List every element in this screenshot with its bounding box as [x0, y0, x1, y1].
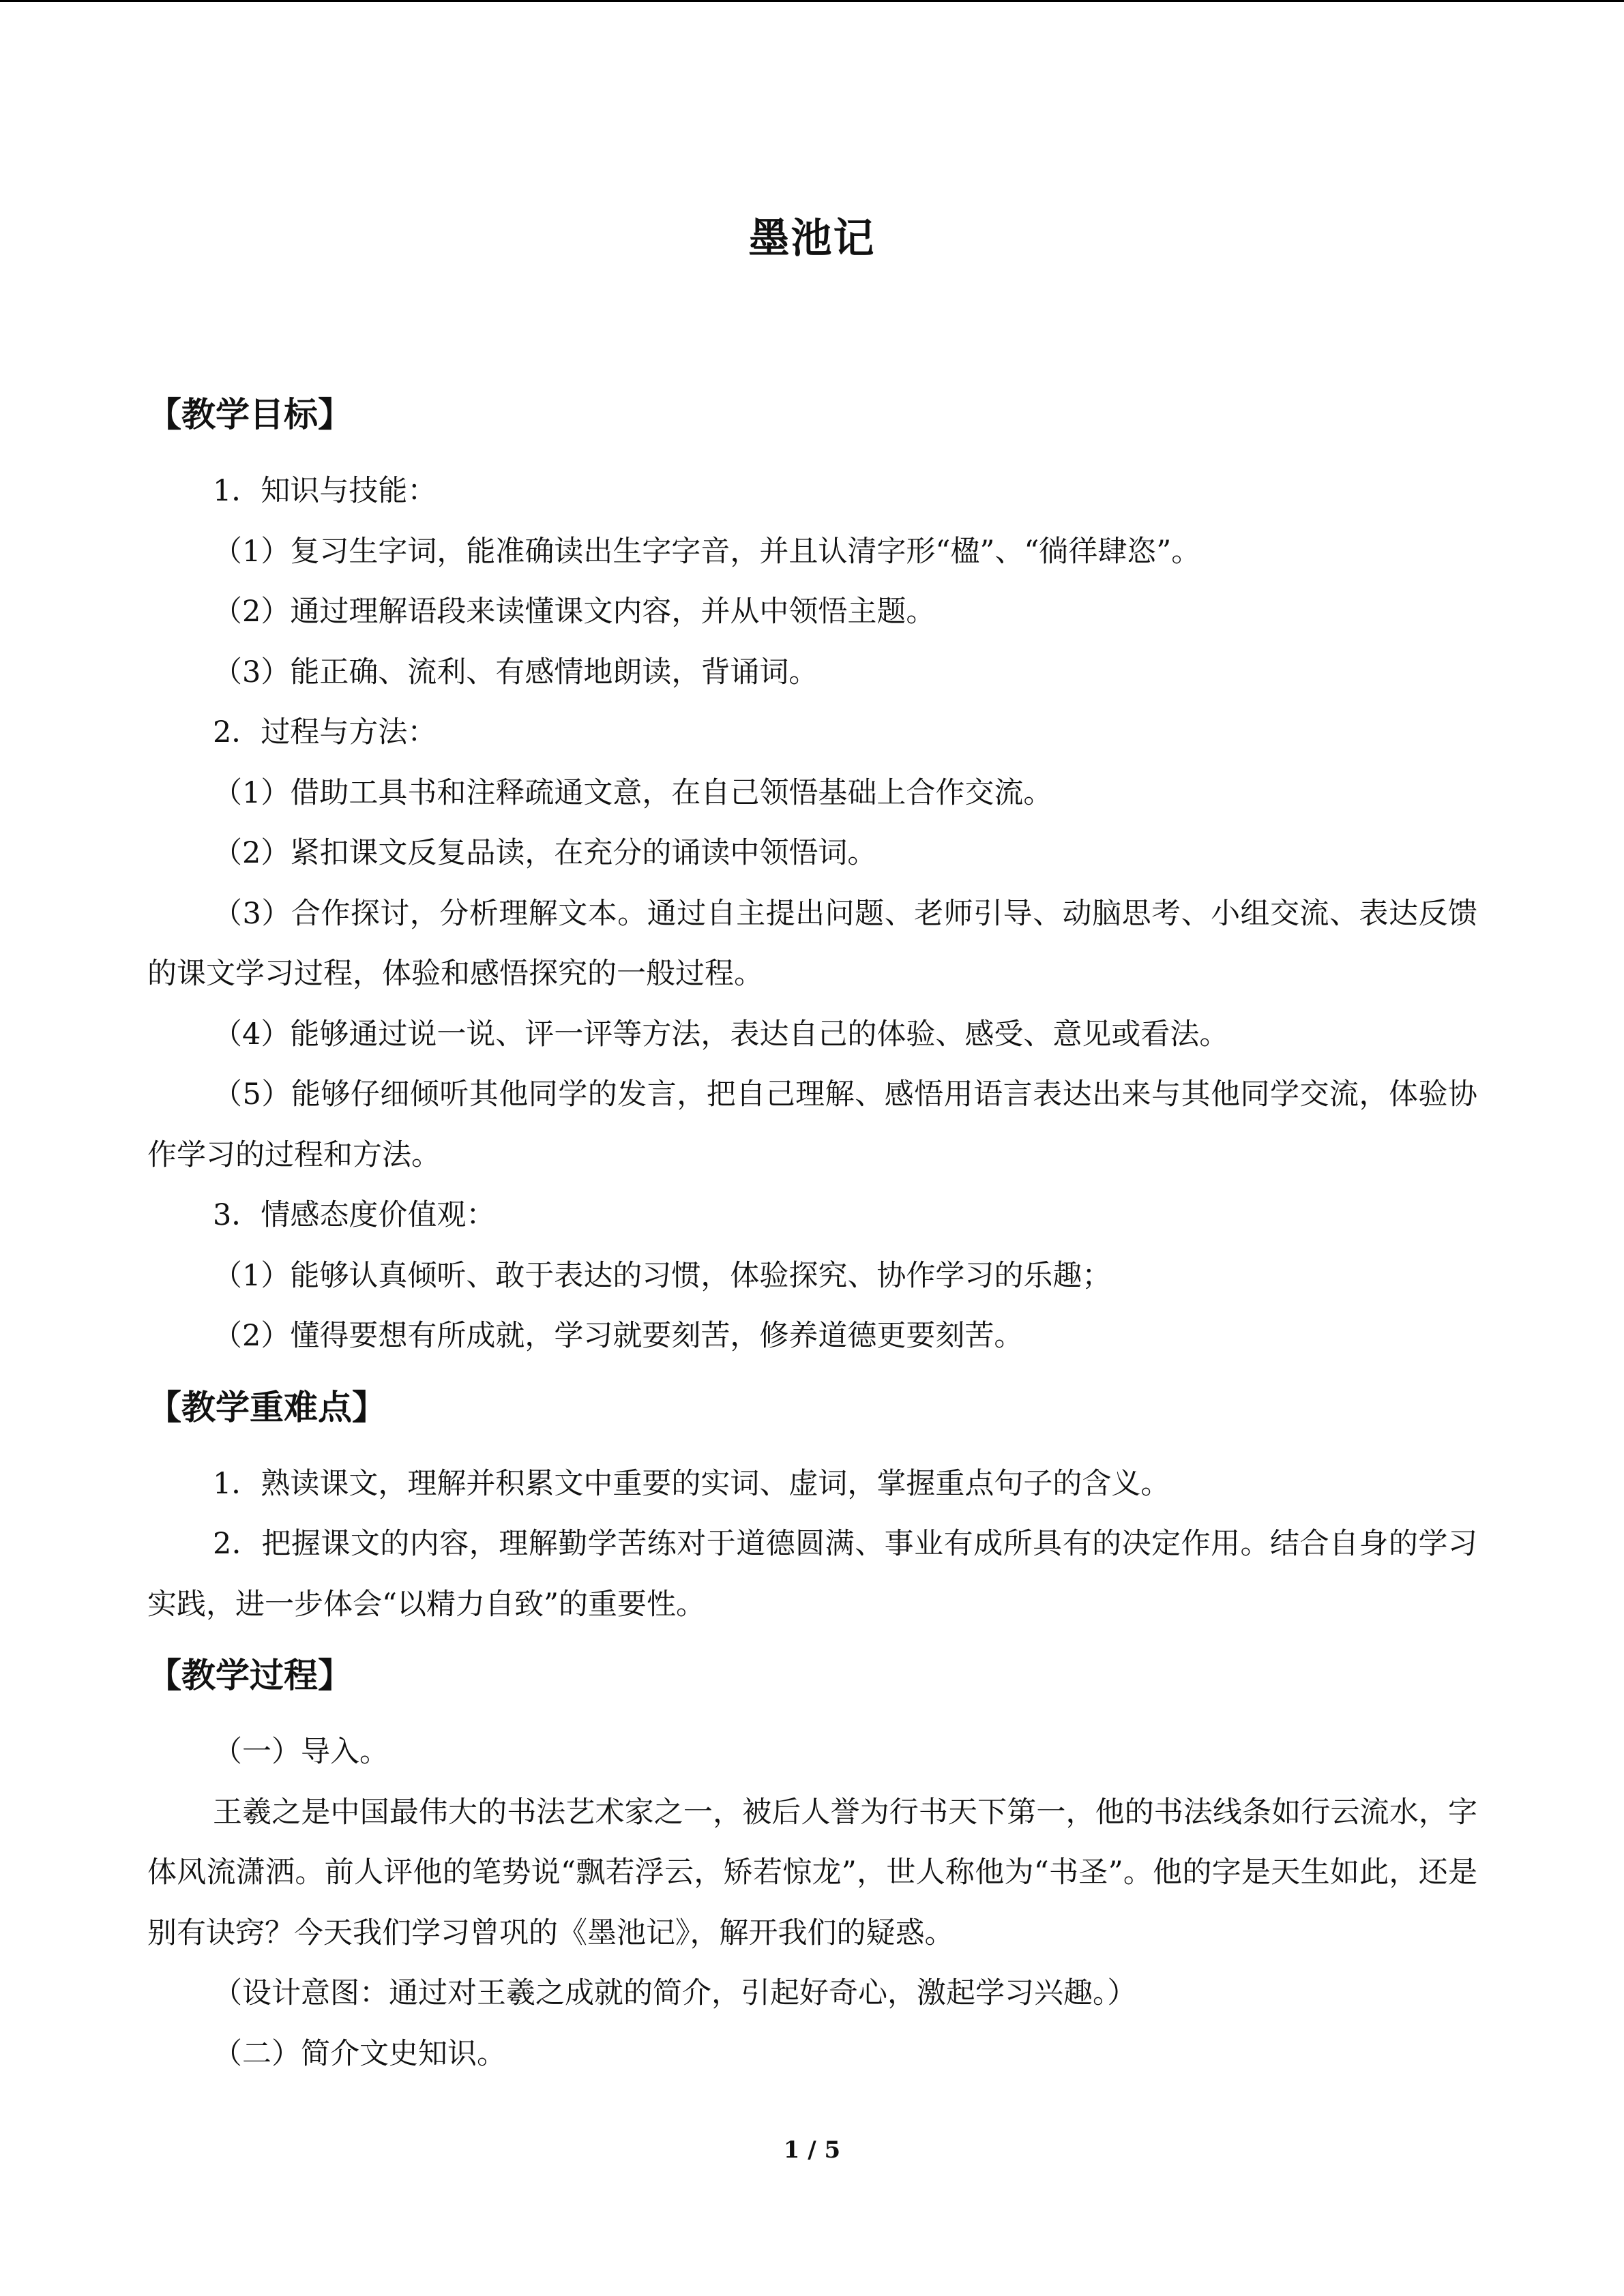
paragraph: （2）懂得要想有所成就，学习就要刻苦，修养道德更要刻苦。: [213, 1319, 1024, 1353]
top-border-line: [0, 0, 1624, 2]
paragraph: 王羲之是中国最伟大的书法艺术家之一，被后人誉为行书天下第一，他的书法线条如行云流水，字体风流潇洒。前人评他的笔势说“飘若浮云，矫若惊龙”，世人称他为“书圣”。他的字是天生如此，还是别有诀窍？今天我们学习曾巩的《墨池记》，解开我们的疑惑。: [147, 1795, 1477, 1950]
paragraph: （1）复习生字词，能准确读出生字字音，并且认清字形“楹”、“徜徉肆恣”。: [213, 534, 1201, 569]
document-body: [147, 374, 1477, 2084]
paragraph: （设计意图：通过对王羲之成就的简介，引起好奇心，激起学习兴趣。）: [213, 1976, 1137, 2010]
paragraph: 3．情感态度价值观：: [213, 1198, 496, 1232]
paragraph: 1．知识与技能：: [213, 474, 437, 508]
document-title: 墨池记: [748, 215, 876, 263]
paragraph: （2）通过理解语段来读懂课文内容，并从中领悟主题。: [213, 595, 936, 629]
paragraph: （一）导入。: [213, 1735, 389, 1769]
paragraph: 2．过程与方法：: [213, 715, 437, 749]
paragraph: 2．把握课文的内容，理解勤学苦练对于道德圆满、事业有成所具有的决定作用。结合自身的学习实践，进一步体会“以精力自致”的重要性。: [147, 1527, 1477, 1622]
page-number: 1 / 5: [783, 2136, 841, 2164]
paragraph: （3）合作探讨，分析理解文本。通过自主提出问题、老师引导、动脑思考、小组交流、表达反馈的课文学习过程，体验和感悟探究的一般过程。: [147, 896, 1477, 991]
section-heading-process: 【教学过程】: [147, 1656, 352, 1695]
paragraph: （3）能正确、流利、有感情地朗读，背诵词。: [213, 655, 818, 689]
section-heading-objectives: 【教学目标】: [147, 395, 352, 434]
paragraph: （1）借助工具书和注释疏通文意，在自己领悟基础上合作交流。: [213, 775, 1053, 810]
paragraph: 1．熟读课文，理解并积累文中重要的实词、虚词，掌握重点句子的含义。: [213, 1466, 1170, 1501]
section-heading-key-points: 【教学重难点】: [147, 1387, 386, 1427]
paragraph: （二）简介文史知识。: [213, 2036, 506, 2071]
paragraph: （1）能够认真倾听、敢于表达的习惯，体验探究、协作学习的乐趣；: [213, 1258, 1112, 1293]
paragraph: （2）紧扣课文反复品读，在充分的诵读中领悟词。: [213, 836, 877, 870]
paragraph: （5）能够仔细倾听其他同学的发言，把自己理解、感悟用语言表达出来与其他同学交流，体验协作学习的过程和方法。: [147, 1077, 1477, 1172]
paragraph: （4）能够通过说一说、评一评等方法，表达自己的体验、感受、意见或看法。: [213, 1017, 1229, 1052]
